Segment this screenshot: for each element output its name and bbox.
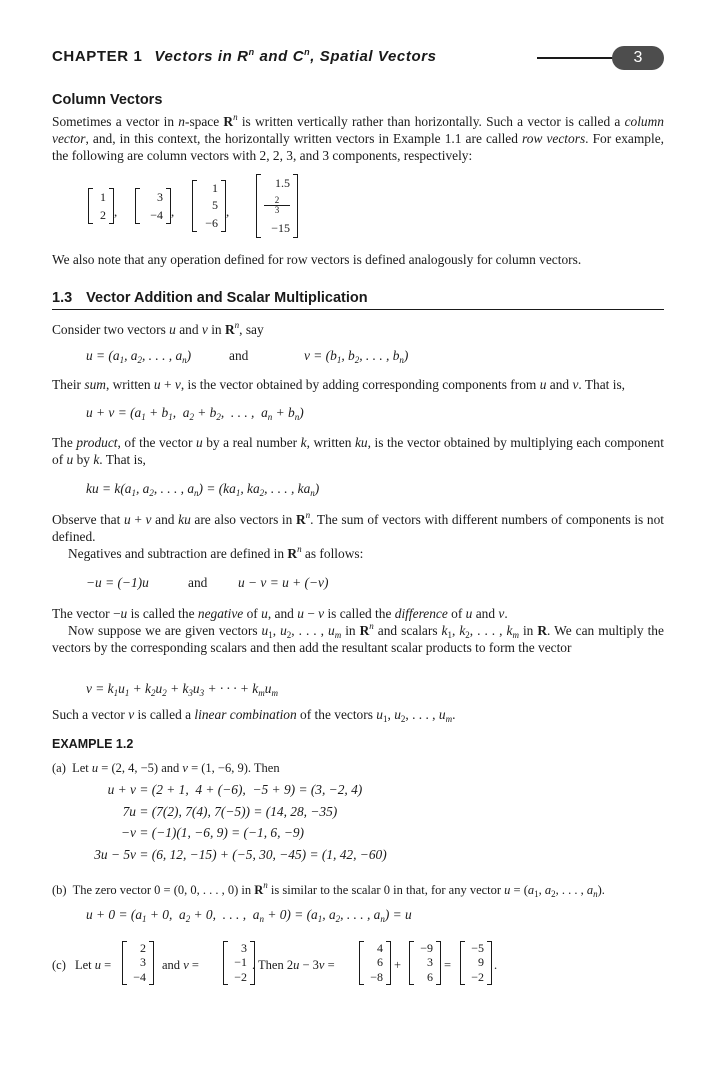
plus-sign: + [394,958,402,972]
right-bracket [386,941,391,985]
sum-paragraph: Their sum, written u + v, is the vector obtained by adding corresponding components from u and v. That is, [52,377,626,392]
consider-paragraph: Consider two vectors u and v in $R^n$, say [52,320,264,337]
matrix-entry: −9 [420,940,433,955]
equation-rhs: = (7(2), 7(4), 7(−5)) = (14, 28, −35) [136,804,338,819]
example-c-and: and v = [162,958,199,972]
matrix-entry: −1 [234,955,247,970]
matrix-entries [140,188,166,224]
matrix-entry: 3 [140,955,146,970]
column-vector [192,180,226,232]
eq-subtraction: u − v = u + (−v) [238,575,329,590]
eq-linear-combination: $v = k_1u_1 + k_2u_2 + k_3u_3$ + · · · + $k_mu_m$ [86,681,278,698]
page-number-badge: 3 [612,46,664,70]
matrix-entries [261,174,293,238]
example-a-intro: (a) Let u = (2, 4, −5) and v = (1, −6, 9). Then [52,761,280,775]
eq-u: $u = (a_1$, $a_2$, . . . , $a_n$) [86,348,192,365]
matrix-entry: −4 [133,970,146,985]
running-header [52,48,437,65]
comma: , [171,204,175,219]
eq-v: $v = (b_1$, $b_2$, . . . , $b_n$) [304,348,409,365]
period: . [494,958,498,972]
matrix-neg3v [409,941,441,985]
column-vector [256,174,298,238]
example-heading: EXAMPLE 1.2 [52,737,134,751]
row-column-note: We also note that any operation defined for row vectors is defined analogously for column vectors. [52,252,582,267]
matrix-u [122,941,154,985]
equation-lhs: −v [121,825,136,840]
eq-and: and [229,348,249,363]
suppose-paragraph: Now suppose we are given vectors $u_1$, $u_2$, . . . , $u_m$ in $R^n$ and scalars $k_1$, $k_2$, . . . , $k_m$ in R. We can multiply the vectors by the corresponding scalars and then add the resultant scalar products to form the vector [52,621,664,655]
matrix-entries [414,941,436,985]
product-paragraph: The product, of the vector u by a real number k, written ku, is the vector obtained by multiplying each component of u by k. That is, [52,435,664,467]
eq-negative: −u = (−1)u [86,575,149,590]
equation-rhs: = (−1)(1, −6, 9) = (−1, 6, −9) [136,825,305,840]
right-bracket [487,941,492,985]
equation-rhs: = (2 + 1, 4 + (−6), −5 + 9) = (3, −2, 4) [136,782,363,797]
matrix-entry: −5 [471,940,484,955]
eq-product: ku = $k(a_1$, $a_2$, . . . , $a_n) = (ka_1$, $ka_2$, . . . , $ka_n$) [86,481,320,498]
equals-sign: = [444,958,452,972]
matrix-entry: −4 [150,207,163,222]
fraction-denominator: 3 [274,205,280,216]
example-a-line [60,825,480,841]
matrix-entry: 1.5 [275,176,290,191]
observe-paragraph: Observe that u + v and ku are also vectors in $R^n$. The sum of vectors with different numbers of components is not defined. [52,510,665,544]
negative-difference-paragraph: The vector −u is called the negative of u, and u − v is called the difference of u and v. [52,606,508,621]
equation-rhs: = (6, 12, −15) + (−5, 30, −45) = (1, 42, −60) [136,847,387,862]
column-vectors-heading: Column Vectors [52,92,163,108]
equation-lhs: 7u [122,804,136,819]
negatives-paragraph: Negatives and subtraction are defined in $R^n$ as follows: [68,544,364,561]
linear-combination-paragraph: Such a vector v is called a linear combination of the vectors $u_1$, $u_2$, . . . , $u_m$. [52,707,456,724]
section-title: Vector Addition and Scalar Multiplication [86,290,368,306]
matrix-entries [364,941,386,985]
right-bracket [293,174,298,238]
comma: , [226,204,230,219]
right-bracket [149,941,154,985]
matrix-entry: −2 [234,970,247,985]
matrix-v [223,941,255,985]
matrix-entries [465,941,487,985]
matrix-entry: 1 [100,189,106,204]
eq-neg-and: and [188,575,208,590]
column-vectors-paragraph: Sometimes a vector in n-space $R^n$ is written vertically rather than horizontally. Such a vector is called a column vector, and, in this context, the horizontally written vectors in Example 1.1 are called row vectors. For example, the following are column vectors with 2, 2, 3, and 3 components, respectively: [52,112,664,163]
matrix-entry: −6 [205,215,218,230]
comma: , [114,204,118,219]
matrix-entry: 9 [478,955,484,970]
example-b-intro: (b) The zero vector 0 = (0, 0, . . . , 0) in $R^n$ is similar to the scalar 0 in that, for any vector $u = (a_1$, $a_2$, . . . , $a_n$). [52,880,605,899]
matrix-entry: 2 [140,940,146,955]
section-heading [52,290,664,310]
matrix-entry: 6 [427,970,433,985]
matrix-entry: 5 [212,198,218,213]
matrix-entries [127,941,149,985]
matrix-entry: −15 [271,220,290,235]
matrix-entries [93,188,109,224]
matrix-entry: 3 [157,189,163,204]
matrix-entry: −8 [370,970,383,985]
matrix-entries [228,941,250,985]
column-vector [135,188,171,224]
matrix-entry: 3 [427,955,433,970]
example-c-label: (c) [52,958,66,972]
matrix-entry: −2 [471,970,484,985]
section-number: 1.3 [52,290,73,306]
fraction [264,196,290,215]
matrix-entry: 1 [212,181,218,196]
right-bracket [436,941,441,985]
matrix-entry: 4 [377,940,383,955]
example-a-line [60,847,480,863]
example-a-line [60,804,480,820]
matrix-entry: 3 [241,940,247,955]
equation-lhs: 3u − 5v [94,847,136,862]
matrix-entry: 2 [100,207,106,222]
chapter-title: Vectors in $R^n$ and $C^n$, Spatial Vectors [154,47,437,65]
column-vector [88,188,114,224]
chapter-label: CHAPTER 1 [52,48,143,65]
example-c-let: Let u = [75,958,112,972]
header-rule [537,57,621,59]
eq-sum: $u + v = (a_1 + b_1$, $a_2 + b_2$, . . . , $a_n + b_n$) [86,405,304,422]
example-b-equation: $u + 0 = (a_1 + 0$, $a_2 + 0$, . . . , $a_n + 0) = (a_1$, $a_2$, . . . , $a_n) = u$ [86,907,412,924]
matrix-2u [359,941,391,985]
matrix-entries [197,180,221,232]
example-c-then: . Then 2u − 3v = [252,958,335,972]
example-a-line [60,782,480,798]
equation-lhs: u + v [107,782,136,797]
matrix-result [460,941,492,985]
fraction-numerator: 2 [264,196,290,206]
matrix-entry: 6 [377,955,383,970]
matrix-entry [264,196,290,215]
